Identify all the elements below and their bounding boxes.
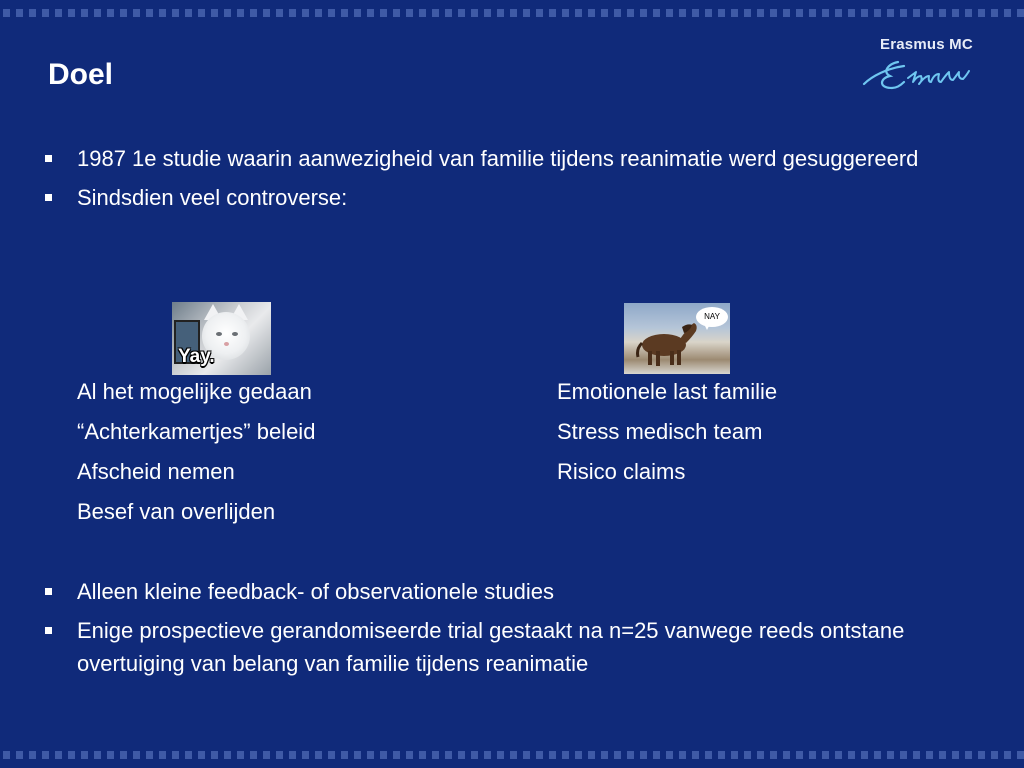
pro-item: Al het mogelijke gedaan	[77, 379, 312, 404]
bullet-text: Alleen kleine feedback- of observationele studies	[77, 579, 554, 604]
contra-item: Emotionele last familie	[557, 379, 778, 404]
square-bullet-icon	[45, 194, 52, 201]
nay-pony-image	[624, 303, 730, 374]
bullet-text: 1987 1e studie waarin aanwezigheid van familie tijdens reanimatie werd gesuggereerd	[77, 146, 919, 171]
erasmus-signature-icon	[858, 54, 1003, 98]
top-dashed-border	[0, 6, 1024, 20]
speech-bubble: NAY	[696, 307, 728, 327]
slide-title: Doel	[48, 58, 114, 91]
contra-item: Risico claims	[557, 459, 686, 484]
contra-arguments-list	[557, 372, 777, 492]
bullet-text: Sindsdien veel controverse:	[77, 185, 348, 210]
bullet-item	[40, 614, 940, 680]
bullet-text: Enige prospectieve gerandomiseerde trial gestaakt na n=25 vanwege reeds ontstane overtuiging van belang van familie tijdens reanimatie	[77, 618, 905, 676]
bottom-bullet-list	[40, 575, 940, 686]
square-bullet-icon	[45, 588, 52, 595]
bullet-item	[40, 142, 940, 175]
pro-item: Afscheid nemen	[77, 459, 235, 484]
pro-item: “Achterkamertjes” beleid	[77, 419, 316, 444]
bullet-item	[40, 181, 940, 214]
erasmus-mc-logo	[858, 36, 1003, 98]
yay-caption: Yay.	[178, 346, 215, 367]
bullet-item	[40, 575, 940, 608]
yay-cat-image	[172, 302, 271, 375]
square-bullet-icon	[45, 627, 52, 634]
contra-item: Stress medisch team	[557, 419, 763, 444]
logo-text: Erasmus MC	[880, 36, 973, 53]
top-bullet-list	[40, 142, 940, 220]
bottom-dashed-border	[0, 748, 1024, 762]
square-bullet-icon	[45, 155, 52, 162]
pro-item: Besef van overlijden	[77, 499, 276, 524]
pro-arguments-list	[77, 372, 315, 532]
